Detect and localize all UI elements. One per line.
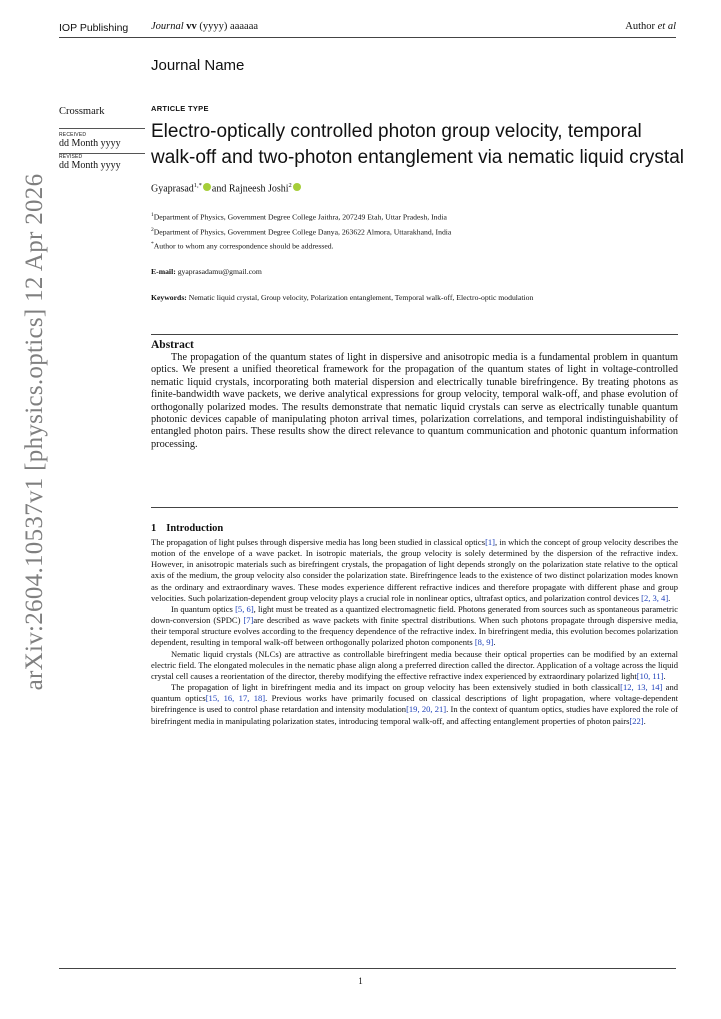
paragraph bbox=[151, 682, 678, 727]
running-author-name: Author bbox=[625, 21, 655, 32]
text-run: . bbox=[668, 592, 671, 603]
affiliations bbox=[151, 209, 451, 253]
citation-link[interactable]: [5, 6] bbox=[235, 603, 254, 614]
orcid-icon[interactable] bbox=[293, 183, 301, 191]
abstract-bottom-rule bbox=[151, 507, 678, 508]
journal-volume: vv bbox=[186, 21, 197, 32]
affiliation-text: Author to whom any correspondence should be addressed. bbox=[153, 241, 334, 251]
citation-link[interactable]: [19, 20, 21] bbox=[406, 704, 447, 715]
text-run: and quantum optics bbox=[151, 682, 679, 704]
text-run: The propagation of light pulses through dispersive media has long been studied in classical optics bbox=[151, 537, 486, 547]
author-name: and Rajneesh Joshi bbox=[211, 183, 289, 195]
received-label: RECEIVED bbox=[59, 132, 87, 138]
keywords-line bbox=[151, 291, 678, 304]
journal-italic: Journal bbox=[151, 21, 184, 32]
affiliation-sup: 1 bbox=[151, 212, 154, 218]
orcid-icon[interactable] bbox=[203, 183, 211, 191]
revised-label: REVISED bbox=[59, 154, 83, 160]
citation-link[interactable]: [15, 16, 17, 18] bbox=[205, 693, 266, 704]
running-journal-citation bbox=[151, 21, 258, 32]
crossmark-link[interactable]: Crossmark bbox=[59, 106, 105, 117]
affiliation-sup: * bbox=[151, 241, 154, 248]
section-heading bbox=[151, 523, 223, 534]
publisher-name: IOP Publishing bbox=[59, 22, 129, 34]
arxiv-identifier[interactable]: arXiv:2604.10537v1 [physics.optics] 12 Apr 2026 bbox=[21, 173, 48, 691]
email-line bbox=[151, 267, 262, 276]
text-run: Nematic liquid crystals (NLCs) are attractive as controllable birefringent media because their optical properties can be modified by an external electric field. The elongated molecules in the nematic phase align along a preferred direction called the director. Application of a voltage across the liquid crystal cell causes a reorientation of the director, thereby modifying the effective refractive index experienced by extraordinary polarized light bbox=[151, 648, 678, 681]
text-run: , light must be treated as a quantized electromagnetic field. Photons generated from sources such as spontaneous parametric down-conversion (SPDC) bbox=[151, 603, 679, 626]
author-affil-sup: 2 bbox=[288, 182, 292, 189]
affiliation bbox=[151, 224, 451, 239]
text-run: In quantum optics bbox=[171, 603, 236, 614]
journal-year: (yyyy) bbox=[199, 21, 228, 32]
keywords-list: Nematic liquid crystal, Group velocity, Polarization entanglement, Temporal walk-off, Electro-optic modulation bbox=[188, 293, 534, 302]
body-text bbox=[151, 537, 678, 727]
abstract-text: The propagation of the quantum states of light in dispersive and anisotropic media is a fundamental problem in quantum optics. We present a unified theoretical framework for the propagation of the quantum states of light in voltage-controlled nematic liquid crystals, incorporating both material dispersion and electrically tunable birefringence. By treating photons as finite-bandwidth wave packets, we derive analytical expressions for group velocity, temporal walk-off, and phase evolution of orthogonally polarized modes. The results demonstrate that nematic liquid crystals can serve as electrically tunable quantum photonic devices capable of manipulating photon arrival times, polarization correlations, and temporal indistinguishability of entangled photon pairs. These results show the direct relevance to quantum communication and photonic quantum information processing. bbox=[151, 352, 678, 450]
journal-name: Journal Name bbox=[151, 57, 245, 74]
citation-link[interactable]: [10, 11] bbox=[636, 670, 664, 681]
affiliation-text: Department of Physics, Government Degree College Jaithra, 207249 Etah, Uttar Pradesh, India bbox=[153, 212, 447, 222]
citation-link[interactable]: [2, 3, 4] bbox=[641, 592, 669, 603]
text-run: , in which the concept of group velocity describes the motion of the envelope of a wave packet. In isotropic materials, the group velocity is solely determined by the dispersion of the refractive index. However, in anisotropic materials such as birefringent crystals, the propagation of light depends strongly on the polarization state relative to the optical axis of the medium, the group velocity also consider the polarization state. Birefringence leads to the existence of two distinct polarization modes known as the ordinary and extraordinary waves. These modes experience different refractive indices and therefore propagate with different phase and group velocities. Such polarization-dependent group velocity plays a crucial role in nonlinear optics, ultrafast optics, and polarization control devices bbox=[151, 537, 678, 603]
running-author-etal: et al bbox=[657, 21, 676, 32]
text-run: . bbox=[643, 715, 646, 726]
journal-article-no: aaaaaa bbox=[230, 21, 259, 32]
article-type: ARTICLE TYPE bbox=[151, 104, 209, 113]
text-run: . bbox=[493, 637, 496, 648]
revised-date: dd Month yyyy bbox=[59, 160, 121, 171]
paper-title: Electro-optically controlled photon group velocity, temporal walk-off and two-photon entanglement via nematic liquid crystal bbox=[151, 121, 684, 168]
email-label: E-mail: bbox=[151, 267, 176, 276]
keywords-label: Keywords: bbox=[151, 293, 187, 302]
received-date: dd Month yyyy bbox=[59, 138, 121, 149]
citation-link[interactable]: [1] bbox=[485, 537, 496, 547]
header-rule bbox=[59, 37, 676, 38]
footer-rule bbox=[59, 968, 676, 969]
citation-link[interactable]: [7] bbox=[243, 615, 254, 626]
affiliation-sup: 2 bbox=[151, 226, 154, 233]
affiliation bbox=[151, 209, 451, 224]
paragraph bbox=[151, 649, 678, 682]
section-number: 1 bbox=[151, 523, 157, 534]
section-title: Introduction bbox=[166, 523, 224, 534]
citation-link[interactable]: [8, 9] bbox=[474, 637, 494, 648]
text-run: The propagation of light in birefringent media and its impact on group velocity has been extensively studied in both classical bbox=[171, 682, 621, 693]
received-rule bbox=[59, 128, 145, 129]
correspondence-note bbox=[151, 238, 451, 253]
page-number: 1 bbox=[358, 976, 363, 986]
email-address[interactable]: gyaprasadamu@gmail.com bbox=[177, 267, 262, 276]
citation-link[interactable]: [22] bbox=[629, 715, 644, 726]
abstract-heading: Abstract bbox=[151, 339, 194, 351]
citation-link[interactable]: [12, 13, 14] bbox=[620, 682, 663, 693]
author-list bbox=[151, 182, 302, 194]
paragraph bbox=[151, 537, 678, 604]
text-run: . bbox=[663, 670, 666, 681]
paragraph bbox=[151, 604, 678, 649]
running-author bbox=[625, 21, 676, 32]
author-affil-sup: 1,* bbox=[193, 182, 202, 189]
affiliation-text: Department of Physics, Government Degree College Danya, 263622 Almora, Uttarakhand, India bbox=[153, 227, 452, 237]
author-name: Gyaprasad bbox=[151, 183, 194, 195]
text-run: . Previous works have primarily focused on classical descriptions of light propagation, where voltage-dependent birefringence is used to control phase retardation and intensity modulation bbox=[151, 693, 678, 715]
text-run: . In the context of quantum optics, studies have explored the role of birefringent media in manipulating polarization states, introducing temporal walk-off, and affecting entanglement properties of photon pairs bbox=[151, 704, 678, 726]
abstract-top-rule bbox=[151, 334, 678, 335]
text-run: are described as wave packets with finite spectral distributions. When such photons propagate through dispersive media, their temporal structure evolves according to the frequency dependence of the refractive index. In birefringent media, this evolution becomes polarization dependent, resulting in temporal walk-off between orthogonally polarized photon components bbox=[151, 615, 679, 648]
